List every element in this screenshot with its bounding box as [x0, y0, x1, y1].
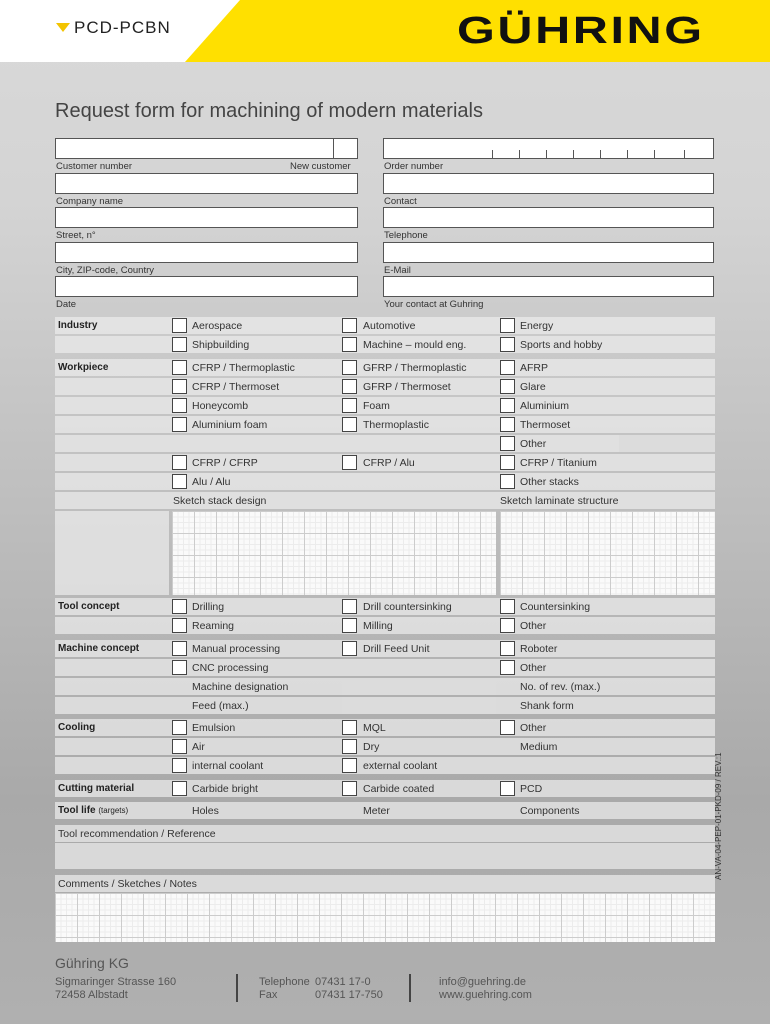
aluminium-checkbox[interactable]: [500, 398, 515, 413]
telephone-label: Telephone: [384, 230, 428, 241]
new-customer-label: New customer: [290, 161, 351, 172]
reaming-label: Reaming: [192, 620, 235, 632]
footer-divider: [236, 974, 238, 1002]
tool-concept-heading: Tool concept: [58, 601, 120, 612]
order-number-tick: [519, 150, 520, 158]
tool-recommendation-input[interactable]: [55, 843, 715, 869]
workpiece-other-input[interactable]: [619, 435, 715, 452]
order-number-tick: [600, 150, 601, 158]
drilling-label: Drilling: [192, 601, 225, 613]
revs-label: No. of rev. (max.): [520, 681, 601, 693]
shipbuilding-label: Shipbuilding: [192, 339, 250, 351]
order-number-tick: [627, 150, 628, 158]
pcd-checkbox[interactable]: [500, 781, 515, 796]
product-line-logo: PCD-PCBN: [56, 18, 171, 38]
roboter-label: Roboter: [520, 643, 558, 655]
order-number-field[interactable]: [383, 138, 714, 159]
cnc-processing-label: CNC processing: [192, 662, 269, 674]
air-checkbox[interactable]: [172, 739, 187, 754]
order-number-tick: [684, 150, 685, 158]
sketch-stack-grid[interactable]: [172, 511, 496, 595]
aluminium-foam-checkbox[interactable]: [172, 417, 187, 432]
street-field[interactable]: [55, 207, 358, 228]
your-contact-label: Your contact at Guhring: [384, 299, 484, 310]
pcd-label: PCD: [520, 783, 543, 795]
page-title: Request form for machining of modern materials: [55, 100, 483, 122]
reaming-checkbox[interactable]: [172, 618, 187, 633]
form-row: [55, 435, 715, 452]
footer-company: Gühring KG: [55, 955, 129, 971]
feed-label: Feed (max.): [192, 700, 249, 712]
workpiece-other-checkbox[interactable]: [500, 436, 515, 451]
drilling-checkbox[interactable]: [172, 599, 187, 614]
alu-alu-checkbox[interactable]: [172, 474, 187, 489]
aerospace-checkbox[interactable]: [172, 318, 187, 333]
glare-label: Glare: [520, 381, 546, 393]
manual-processing-checkbox[interactable]: [172, 641, 187, 656]
customer-number-field[interactable]: [55, 138, 358, 159]
email-field[interactable]: [383, 242, 714, 263]
machine-designation-label: Machine designation: [192, 681, 289, 693]
contact-label: Contact: [384, 196, 417, 207]
foam-label: Foam: [363, 400, 390, 412]
date-label: Date: [56, 299, 77, 310]
countersinking-label: Countersinking: [520, 601, 591, 613]
drill-countersinking-checkbox[interactable]: [342, 599, 357, 614]
footer-fax: 07431 17-750: [315, 989, 383, 1001]
triangle-icon: [56, 23, 70, 32]
mql-label: MQL: [363, 722, 386, 734]
energy-checkbox[interactable]: [500, 318, 515, 333]
sketch-laminate-label: Sketch laminate structure: [500, 495, 619, 507]
comments-grid[interactable]: [55, 893, 715, 942]
energy-label: Energy: [520, 320, 554, 332]
form-row: [55, 738, 715, 755]
cooling-heading: Cooling: [58, 722, 96, 733]
thermoplastic-label: Thermoplastic: [363, 419, 429, 431]
order-number-tick: [573, 150, 574, 158]
dry-checkbox[interactable]: [342, 739, 357, 754]
aluminium-foam-label: Aluminium foam: [192, 419, 268, 431]
footer-street: Sigmaringer Strasse 160: [55, 976, 177, 988]
gfrp-thermoset-label: GFRP / Thermoset: [363, 381, 451, 393]
order-number-tick: [492, 150, 493, 158]
machine-mould-checkbox[interactable]: [342, 337, 357, 352]
form-cell: [55, 511, 169, 595]
footer-city: 72458 Albstadt: [55, 989, 128, 1001]
carbide-bright-checkbox[interactable]: [172, 781, 187, 796]
email-label: E-Mail: [384, 265, 411, 276]
tool-life-heading: Tool life (targets): [58, 805, 129, 816]
comments-label: Comments / Sketches / Notes: [58, 878, 197, 890]
manual-processing-label: Manual processing: [192, 643, 281, 655]
countersinking-checkbox[interactable]: [500, 599, 515, 614]
external-coolant-checkbox[interactable]: [342, 758, 357, 773]
emulsion-checkbox[interactable]: [172, 720, 187, 735]
machine-mould-label: Machine – mould eng.: [363, 339, 467, 351]
afrp-label: AFRP: [520, 362, 549, 374]
thermoplastic-checkbox[interactable]: [342, 417, 357, 432]
roboter-checkbox[interactable]: [500, 641, 515, 656]
company-name-label: Company name: [56, 196, 124, 207]
other-stacks-checkbox[interactable]: [500, 474, 515, 489]
external-coolant-label: external coolant: [363, 760, 438, 772]
honeycomb-label: Honeycomb: [192, 400, 249, 412]
order-number-tick: [546, 150, 547, 158]
cfrp-titanium-checkbox[interactable]: [500, 455, 515, 470]
city-field[interactable]: [55, 242, 358, 263]
cooling-other-checkbox[interactable]: [500, 720, 515, 735]
carbide-coated-label: Carbide coated: [363, 783, 435, 795]
brand-logo: GÜHRING: [457, 10, 705, 52]
footer-website[interactable]: www.guehring.com: [439, 989, 532, 1001]
telephone-field[interactable]: [383, 207, 714, 228]
machine-designation-input[interactable]: [342, 678, 496, 695]
meter-label: Meter: [363, 805, 390, 817]
customer-number-label: Customer number: [56, 161, 133, 172]
drill-countersinking-label: Drill countersinking: [363, 601, 452, 613]
foam-checkbox[interactable]: [342, 398, 357, 413]
aerospace-label: Aerospace: [192, 320, 243, 332]
holes-label: Holes: [192, 805, 219, 817]
sports-hobby-label: Sports and hobby: [520, 339, 603, 351]
air-label: Air: [192, 741, 205, 753]
machine-concept-heading: Machine concept: [58, 643, 140, 654]
automotive-checkbox[interactable]: [342, 318, 357, 333]
new-customer-checkbox[interactable]: [333, 138, 358, 159]
medium-label: Medium: [520, 741, 558, 753]
feed-input[interactable]: [342, 697, 496, 714]
drill-feed-unit-checkbox[interactable]: [342, 641, 357, 656]
tool-life-targets: (targets): [98, 806, 129, 815]
dry-label: Dry: [363, 741, 380, 753]
street-label: Street, n°: [56, 230, 96, 241]
gfrp-thermoset-checkbox[interactable]: [342, 379, 357, 394]
other-stacks-label: Other stacks: [520, 476, 579, 488]
footer-fax-label: Fax: [259, 989, 278, 1001]
document-code: AN-VA-04-PEP-01-PKD-09 / REV.:1: [714, 752, 723, 880]
form-row: [55, 659, 715, 676]
carbide-coated-checkbox[interactable]: [342, 781, 357, 796]
machine-other-checkbox[interactable]: [500, 660, 515, 675]
cfrp-titanium-label: CFRP / Titanium: [520, 457, 597, 469]
internal-coolant-checkbox[interactable]: [172, 758, 187, 773]
contact-field[interactable]: [383, 173, 714, 194]
gfrp-thermoplastic-label: GFRP / Thermoplastic: [363, 362, 467, 374]
sketch-stack-label: Sketch stack design: [173, 495, 267, 507]
sketch-laminate-grid[interactable]: [500, 511, 715, 595]
your-contact-field[interactable]: [383, 276, 714, 297]
company-name-field[interactable]: [55, 173, 358, 194]
carbide-bright-label: Carbide bright: [192, 783, 258, 795]
footer-divider: [409, 974, 411, 1002]
milling-label: Milling: [363, 620, 393, 632]
honeycomb-checkbox[interactable]: [172, 398, 187, 413]
cutting-material-heading: Cutting material: [58, 783, 135, 794]
cooling-other-label: Other: [520, 722, 547, 734]
machine-other-label: Other: [520, 662, 547, 674]
glare-checkbox[interactable]: [500, 379, 515, 394]
cnc-processing-checkbox[interactable]: [172, 660, 187, 675]
internal-coolant-label: internal coolant: [192, 760, 264, 772]
afrp-checkbox[interactable]: [500, 360, 515, 375]
workpiece-heading: Workpiece: [58, 362, 109, 373]
order-number-tick: [654, 150, 655, 158]
city-label: City, ZIP-code, Country: [56, 265, 155, 276]
components-label: Components: [520, 805, 580, 817]
thermoset-label: Thermoset: [520, 419, 571, 431]
tool-other-checkbox[interactable]: [500, 618, 515, 633]
alu-alu-label: Alu / Alu: [192, 476, 231, 488]
footer-tel-label: Telephone: [259, 976, 310, 988]
sports-hobby-checkbox[interactable]: [500, 337, 515, 352]
date-field[interactable]: [55, 276, 358, 297]
cfrp-thermoplastic-label: CFRP / Thermoplastic: [192, 362, 295, 374]
cfrp-alu-checkbox[interactable]: [342, 455, 357, 470]
order-number-label: Order number: [384, 161, 444, 172]
gfrp-thermoplastic-checkbox[interactable]: [342, 360, 357, 375]
cfrp-thermoset-label: CFRP / Thermoset: [192, 381, 280, 393]
footer-tel: 07431 17-0: [315, 976, 371, 988]
shipbuilding-checkbox[interactable]: [172, 337, 187, 352]
cfrp-cfrp-checkbox[interactable]: [172, 455, 187, 470]
thermoset-checkbox[interactable]: [500, 417, 515, 432]
tool-recommendation-label: Tool recommendation / Reference: [58, 828, 216, 840]
emulsion-label: Emulsion: [192, 722, 236, 734]
footer-email[interactable]: info@guehring.de: [439, 976, 527, 988]
cfrp-thermoplastic-checkbox[interactable]: [172, 360, 187, 375]
aluminium-label: Aluminium: [520, 400, 570, 412]
workpiece-other-label: Other: [520, 438, 547, 450]
mql-checkbox[interactable]: [342, 720, 357, 735]
form-row: [55, 473, 715, 490]
industry-heading: Industry: [58, 320, 98, 331]
milling-checkbox[interactable]: [342, 618, 357, 633]
shank-form-label: Shank form: [520, 700, 574, 712]
cfrp-alu-label: CFRP / Alu: [363, 457, 415, 469]
drill-feed-unit-label: Drill Feed Unit: [363, 643, 430, 655]
automotive-label: Automotive: [363, 320, 416, 332]
cfrp-cfrp-label: CFRP / CFRP: [192, 457, 258, 469]
tool-other-label: Other: [520, 620, 547, 632]
cfrp-thermoset-checkbox[interactable]: [172, 379, 187, 394]
